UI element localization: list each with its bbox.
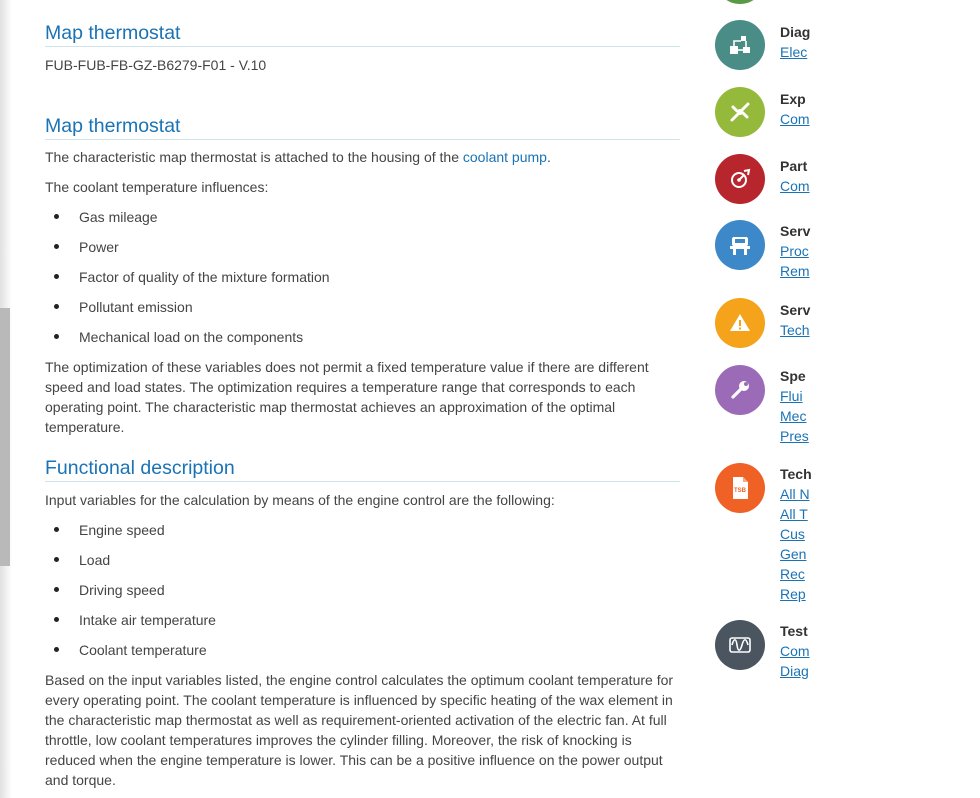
sidebar-item-title: Serv bbox=[780, 223, 811, 239]
sidebar-link[interactable]: Elec bbox=[780, 44, 808, 60]
list-item: Driving speed bbox=[45, 580, 680, 610]
sidebar-link[interactable]: Rec bbox=[780, 566, 805, 582]
section2-intro: Input variables for the calculation by means of the engine control are the following: bbox=[45, 492, 555, 508]
section1-intro-end: . bbox=[546, 149, 551, 165]
sidebar-link[interactable]: Mec bbox=[780, 408, 807, 424]
header-title: Map thermostat bbox=[45, 21, 680, 47]
section-title-functional-description: Functional description bbox=[45, 456, 680, 482]
tsb-document-icon[interactable] bbox=[715, 463, 765, 513]
warning-icon[interactable] bbox=[715, 298, 765, 348]
sidebar-item-title: Part bbox=[780, 158, 808, 174]
oscilloscope-icon[interactable] bbox=[715, 620, 765, 670]
tsb-badge: TSB bbox=[734, 488, 746, 494]
sidebar-link[interactable]: Tech bbox=[780, 322, 810, 338]
sidebar-link[interactable]: Diag bbox=[780, 663, 809, 679]
list-item: Intake air temperature bbox=[45, 610, 680, 640]
sidebar-link[interactable]: Rem bbox=[780, 263, 810, 279]
sidebar-link[interactable]: Com bbox=[780, 643, 810, 659]
previous-content-fragment bbox=[45, 0, 680, 2]
list-item: Coolant temperature bbox=[45, 640, 680, 670]
list-item: Mechanical load on the components bbox=[45, 327, 680, 357]
sidebar-item-title: Tech bbox=[780, 466, 812, 482]
list-item: Engine speed bbox=[45, 520, 680, 550]
sidebar-link[interactable]: Pres bbox=[780, 428, 809, 444]
sidebar-link[interactable]: Flui bbox=[780, 388, 803, 404]
sidebar-item-title: Serv bbox=[780, 302, 811, 318]
influence-list bbox=[45, 207, 680, 357]
partial-category-icon[interactable] bbox=[715, 0, 765, 4]
vehicle-lift-icon[interactable] bbox=[715, 220, 765, 270]
wrench-icon[interactable] bbox=[715, 365, 765, 415]
sidebar-item-title: Exp bbox=[780, 91, 806, 107]
section2-paragraph: Based on the input variables listed, the engine control calculates the optimum coolant temperature for every operating point. The coolant temperature is influenced by specific heating of the wax element in the characteristic map thermostat as well as requirement-oriented activation of the electric fan. At full throttle, low coolant temperatures improves the cylinder filling. Moreover, the risk of knocking is reduced when the engine temperature is lower. This can be a positive influence on the power output and torque. bbox=[45, 672, 674, 788]
sidebar-link[interactable]: Gen bbox=[780, 546, 807, 562]
exploded-view-icon[interactable] bbox=[715, 87, 765, 137]
section1-intro bbox=[45, 147, 680, 167]
scrollbar-thumb[interactable] bbox=[0, 308, 10, 566]
input-variables-list bbox=[45, 520, 680, 670]
list-item: Pollutant emission bbox=[45, 297, 680, 327]
sidebar-link[interactable]: Proc bbox=[780, 243, 809, 259]
list-item: Load bbox=[45, 550, 680, 580]
sidebar-link[interactable]: Com bbox=[780, 178, 810, 194]
sidebar-item-title: Diag bbox=[780, 24, 811, 40]
sidebar-link[interactable]: Com bbox=[780, 111, 810, 127]
sidebar-item-title: Test bbox=[780, 623, 808, 639]
list-item: Factor of quality of the mixture formation bbox=[45, 267, 680, 297]
sidebar-link[interactable]: Rep bbox=[780, 586, 806, 602]
sidebar-link[interactable]: All T bbox=[780, 506, 808, 522]
sidebar-link[interactable]: Cus bbox=[780, 526, 805, 542]
related-info-sidebar bbox=[715, 0, 812, 798]
section1-influence-text: The coolant temperature influences: bbox=[45, 179, 269, 195]
circuit-diagram-icon[interactable] bbox=[715, 20, 765, 70]
coolant-pump-link[interactable]: coolant pump bbox=[462, 149, 547, 165]
document-code: FUB-FUB-FB-GZ-B6279-F01 - V.10 bbox=[45, 57, 267, 73]
sidebar-item-title: Spe bbox=[780, 368, 806, 384]
sidebar-link[interactable]: All N bbox=[780, 486, 810, 502]
list-item: Power bbox=[45, 237, 680, 267]
list-item: Gas mileage bbox=[45, 207, 680, 237]
section-title-map-thermostat: Map thermostat bbox=[45, 114, 680, 140]
section1-intro-text: The characteristic map thermostat is attached to the housing of the bbox=[45, 149, 463, 165]
parts-tag-icon[interactable] bbox=[715, 154, 765, 204]
section1-paragraph: The optimization of these variables does not permit a fixed temperature value if there are different speed and load states. The optimization requires a temperature range that corresponds to each operating point. The characteristic map thermostat achieves an approximation of the optimal temperature. bbox=[45, 359, 649, 435]
